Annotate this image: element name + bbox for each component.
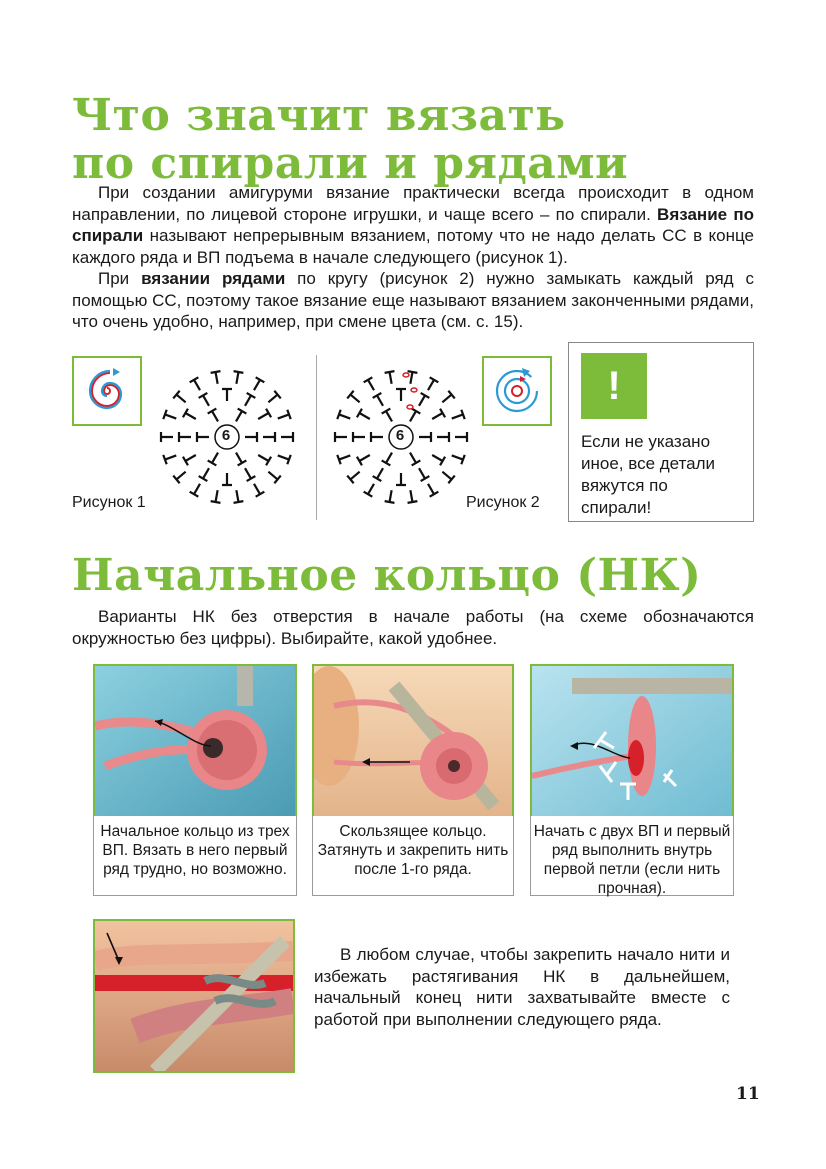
intro-paragraph-1: При создании амигуруми вязание практически всегда происходит в одном направлении, по лицевой стороне игрушки, и чаще всего – по спирали. Вязание по спирали называют непрерывным вязанием, потому что не надо делать СС в конце каждого ряда и ВП подъема в начале следующего (рисунок 1). xyxy=(72,183,754,267)
section-2-text xyxy=(72,606,754,649)
photo-sliding-ring xyxy=(312,664,514,820)
photo-catch-yarn-end xyxy=(93,919,295,1073)
photo-three-chain-ring xyxy=(93,664,297,820)
stitch-symbol xyxy=(424,481,439,496)
stitch-symbol xyxy=(415,393,430,408)
stitch-symbol xyxy=(199,466,214,481)
note-box xyxy=(568,342,754,522)
stitch-symbol xyxy=(161,432,173,442)
figure-divider xyxy=(316,355,317,520)
stitch-symbol xyxy=(364,377,379,392)
section-title-start-ring: Начальное кольцо (НК) xyxy=(72,550,702,601)
stitch-symbol xyxy=(439,468,455,483)
stitch-symbol xyxy=(415,466,430,481)
stitch-symbol xyxy=(382,409,397,424)
stitch-symbol xyxy=(450,410,465,424)
stitch-symbol xyxy=(364,481,379,496)
stitch-symbol xyxy=(396,389,406,401)
stitch-symbol xyxy=(231,489,243,503)
stitch-symbol xyxy=(281,432,293,442)
stitch-symbol xyxy=(335,432,347,442)
stitch-symbol xyxy=(211,489,223,503)
stitch-symbol xyxy=(222,473,232,485)
caption-three-chain-ring: Начальное кольцо из трех ВП. Вязать в него первый ряд трудно, но возможно. xyxy=(93,816,297,896)
stitch-symbol xyxy=(276,410,291,424)
stitch-symbol xyxy=(276,451,291,465)
stitch-symbol xyxy=(450,451,465,465)
stitch-symbol xyxy=(385,489,397,503)
caption-two-chain-start: Начать с двух ВП и первый ряд выполнить внутрь первой петли (если нить прочная). xyxy=(530,816,734,896)
stitch-symbol xyxy=(430,451,445,466)
stitch-symbol xyxy=(437,432,449,442)
stitch-symbol xyxy=(371,432,383,442)
section-2-paragraph: Варианты НК без отверстия в начале работы (на схеме обозначаются окружностью без цифры). Выбирайте, какой удобнее. xyxy=(72,607,754,648)
stitch-symbol xyxy=(256,451,271,466)
stitch-symbol xyxy=(256,409,271,424)
bottom-text xyxy=(314,944,730,1030)
stitch-symbol xyxy=(232,450,247,465)
stitch-symbol xyxy=(163,451,178,465)
stitch-symbol xyxy=(373,466,388,481)
stitch-symbol xyxy=(211,371,223,385)
stitch-symbol xyxy=(385,371,397,385)
exclamation-icon: ! xyxy=(581,353,647,419)
stitch-symbol xyxy=(241,393,256,408)
stitch-symbol xyxy=(250,481,265,496)
page-title xyxy=(72,92,772,188)
stitch-symbol xyxy=(373,393,388,408)
stitch-symbol xyxy=(208,409,223,424)
intro-text xyxy=(72,182,754,333)
stitch-symbol xyxy=(337,410,352,424)
bottom-paragraph: В любом случае, чтобы закрепить начало нити и избежать растягивания НК в дальнейшем, начальный конец нити захватывайте вместе с работой при выполнении следующего ряда. xyxy=(314,945,730,1029)
stitch-symbol xyxy=(250,377,265,392)
stitch-symbol xyxy=(347,468,363,483)
stitch-symbol xyxy=(163,410,178,424)
stitch-symbol xyxy=(382,450,397,465)
slip-stitch-symbol xyxy=(403,373,409,377)
stitch-symbol xyxy=(419,432,431,442)
spiral-icon xyxy=(72,356,142,426)
title-line-1: Что значит вязать xyxy=(72,90,566,141)
stitch-symbol xyxy=(405,489,417,503)
stitch-symbol xyxy=(183,451,198,466)
stitch-symbol xyxy=(455,432,467,442)
photo-two-chain-start xyxy=(530,664,734,820)
stitch-symbol xyxy=(353,432,365,442)
note-text: Если не указано иное, все детали вяжутся по спирали! xyxy=(581,432,716,517)
stitch-symbol xyxy=(179,432,191,442)
stitch-symbol xyxy=(439,391,455,406)
stitch-symbol xyxy=(208,450,223,465)
stitch-symbol xyxy=(190,481,205,496)
stitch-symbol xyxy=(430,409,445,424)
intro-paragraph-2: При вязании рядами по кругу (рисунок 2) нужно замыкать каждый ряд с помощью СС, поэтому такое вязание еще называют вязанием законченными рядами, что очень удобно, например, при смене цвета (см. с. 15). xyxy=(72,269,754,331)
stitch-symbol xyxy=(406,450,421,465)
page-number: 11 xyxy=(736,1084,760,1104)
title-line-2: по спирали и рядами xyxy=(72,138,629,189)
stitch-symbol xyxy=(265,468,281,483)
stitch-symbol xyxy=(337,451,352,465)
caption-sliding-ring: Скользящее кольцо. Затянуть и закрепить нить после 1-го ряда. xyxy=(312,816,514,896)
circular-rows-icon xyxy=(482,356,552,426)
stitch-symbol xyxy=(357,451,372,466)
slip-stitch-symbol xyxy=(411,388,417,392)
stitch-symbol xyxy=(173,468,189,483)
diagram-2-center-number: 6 xyxy=(395,427,405,444)
stitch-symbol xyxy=(245,432,257,442)
stitch-symbol xyxy=(232,409,247,424)
stitch-symbol xyxy=(424,377,439,392)
diagram-1-center-number: 6 xyxy=(221,427,231,444)
stitch-symbol xyxy=(263,432,275,442)
figure-1-label: Рисунок 1 xyxy=(72,494,146,511)
slip-stitch-symbol xyxy=(407,405,413,409)
stitch-symbol xyxy=(396,473,406,485)
stitch-symbol xyxy=(241,466,256,481)
figure-2-label: Рисунок 2 xyxy=(466,494,540,511)
stitch-symbol xyxy=(357,409,372,424)
stitch-symbol xyxy=(222,389,232,401)
stitch-symbol xyxy=(183,409,198,424)
stitch-symbol xyxy=(406,409,421,424)
stitch-symbol xyxy=(347,391,363,406)
stitch-symbol xyxy=(231,371,243,385)
stitch-symbol xyxy=(173,391,189,406)
stitch-symbol xyxy=(199,393,214,408)
stitch-symbol xyxy=(265,391,281,406)
stitch-symbol xyxy=(190,377,205,392)
stitch-symbol xyxy=(197,432,209,442)
